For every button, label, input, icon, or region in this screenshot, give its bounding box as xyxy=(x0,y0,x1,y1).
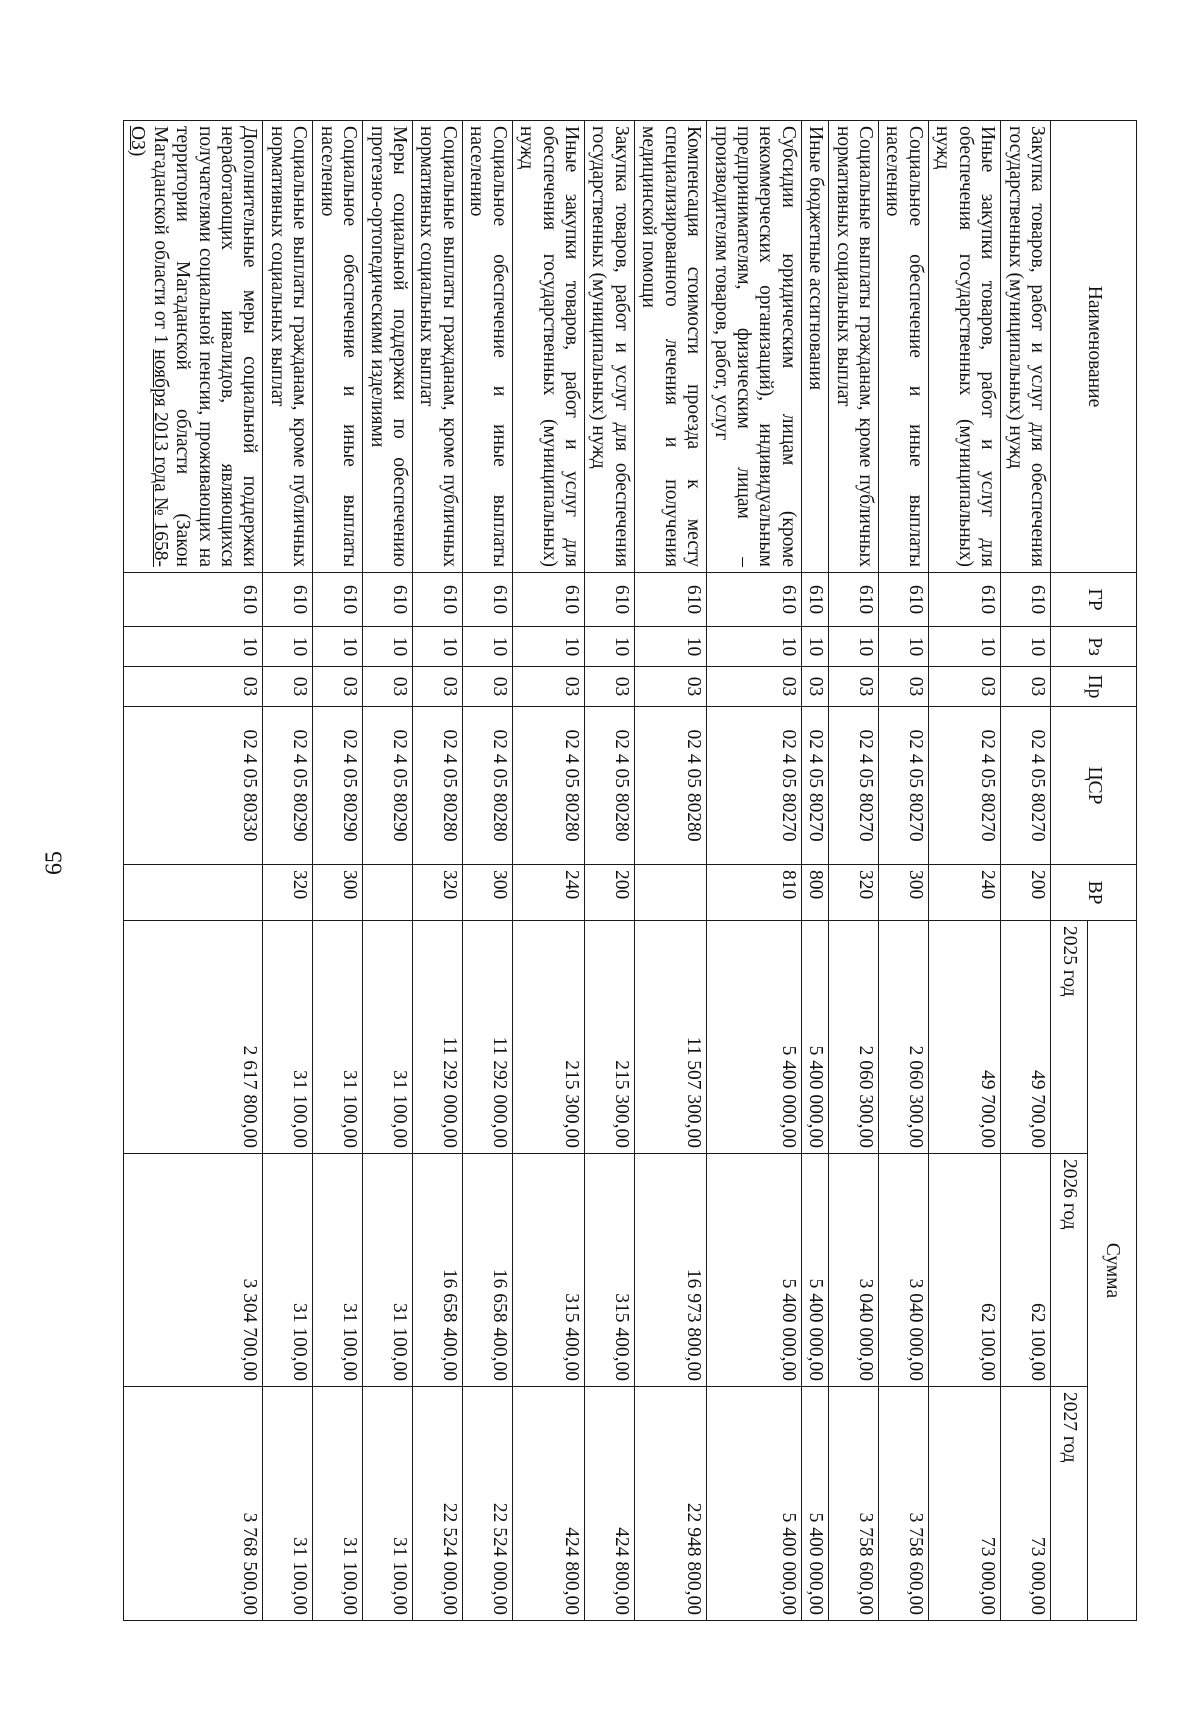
row-name: Социальное обеспечение и иные выплаты населению xyxy=(462,121,512,573)
row-name: Социальное обеспечение и иные выплаты населению xyxy=(879,121,929,573)
row-pr: 03 xyxy=(123,667,263,707)
header-row xyxy=(1088,121,1137,1621)
table-row xyxy=(512,121,584,1621)
row-gr: 610 xyxy=(123,573,263,627)
table-row xyxy=(123,121,263,1621)
row-pr: 03 xyxy=(707,667,802,707)
row-pr: 03 xyxy=(829,667,879,707)
row-csr: 02 4 05 80270 xyxy=(707,707,802,865)
table-row xyxy=(801,121,828,1621)
row-csr: 02 4 05 80290 xyxy=(263,707,313,865)
header-2027: 2027 год xyxy=(1051,1387,1088,1621)
row-name: Закупка товаров, работ и услуг для обеспечения государственных (муниципальных) нужд xyxy=(1001,121,1051,573)
row-pr: 03 xyxy=(634,667,706,707)
row-vr xyxy=(634,865,706,921)
row-name: Социальные выплаты гражданам, кроме публичных нормативных социальных выплат xyxy=(263,121,313,573)
row-sum-2026: 5 400 000,00 xyxy=(707,1154,802,1387)
row-pr: 03 xyxy=(584,667,634,707)
header-csr: ЦСР xyxy=(1051,707,1137,865)
row-csr: 02 4 05 80280 xyxy=(584,707,634,865)
row-gr: 610 xyxy=(413,573,463,627)
row-name: Компенсация стоимости проезда к месту специализированного лечения и получения медицинской помощи xyxy=(634,121,706,573)
row-pr: 03 xyxy=(363,667,413,707)
row-name: Субсидии юридическим лицам (кроме некоммерческих организаций), индивидуальным предпринимателям, физическим лицам – производителям товаров, работ, услуг xyxy=(707,121,802,573)
row-rz: 10 xyxy=(829,627,879,667)
row-sum-2027: 3 768 500,00 xyxy=(123,1387,263,1621)
row-sum-2026: 3 040 000,00 xyxy=(829,1154,879,1387)
row-gr: 610 xyxy=(313,573,363,627)
row-sum-2026: 3 040 000,00 xyxy=(879,1154,929,1387)
row-sum-2027: 22 524 000,00 xyxy=(413,1387,463,1621)
row-sum-2027: 3 758 600,00 xyxy=(879,1387,929,1621)
row-csr: 02 4 05 80280 xyxy=(413,707,463,865)
row-sum-2027: 31 100,00 xyxy=(313,1387,363,1621)
row-pr: 03 xyxy=(928,667,1000,707)
header-vr: ВР xyxy=(1051,865,1137,921)
row-vr: 300 xyxy=(462,865,512,921)
row-gr: 610 xyxy=(801,573,828,627)
row-name: Закупка товаров, работ и услуг для обеспечения государственных (муниципальных) нужд xyxy=(584,121,634,573)
row-pr: 03 xyxy=(413,667,463,707)
row-sum-2025: 31 100,00 xyxy=(313,921,363,1154)
row-sum-2027: 424 800,00 xyxy=(584,1387,634,1621)
table-row xyxy=(879,121,929,1621)
table-row xyxy=(263,121,313,1621)
row-name: Иные бюджетные ассигнования xyxy=(801,121,828,573)
table-row xyxy=(928,121,1000,1621)
table-row xyxy=(829,121,879,1621)
row-vr: 300 xyxy=(879,865,929,921)
table-row xyxy=(1001,121,1051,1621)
row-gr: 610 xyxy=(462,573,512,627)
rotated-page-content xyxy=(127,120,1137,1620)
table-row xyxy=(634,121,706,1621)
row-sum-2026: 3 304 700,00 xyxy=(123,1154,263,1387)
row-vr: 300 xyxy=(313,865,363,921)
row-pr: 03 xyxy=(801,667,828,707)
row-vr: 320 xyxy=(413,865,463,921)
row-vr xyxy=(363,865,413,921)
row-name: Социальные выплаты гражданам, кроме публичных нормативных социальных выплат xyxy=(829,121,879,573)
row-gr: 610 xyxy=(263,573,313,627)
row-sum-2025: 5 400 000,00 xyxy=(801,921,828,1154)
row-rz: 10 xyxy=(928,627,1000,667)
row-gr: 610 xyxy=(1001,573,1051,627)
row-csr: 02 4 05 80270 xyxy=(928,707,1000,865)
row-sum-2025: 31 100,00 xyxy=(263,921,313,1154)
row-csr: 02 4 05 80290 xyxy=(363,707,413,865)
row-vr: 200 xyxy=(584,865,634,921)
row-rz: 10 xyxy=(512,627,584,667)
header-sum: Сумма xyxy=(1088,921,1137,1621)
row-sum-2026: 16 658 400,00 xyxy=(413,1154,463,1387)
row-gr: 610 xyxy=(928,573,1000,627)
row-name: Социальное обеспечение и иные выплаты населению xyxy=(313,121,363,573)
row-rz: 10 xyxy=(707,627,802,667)
row-vr: 810 xyxy=(707,865,802,921)
row-gr: 610 xyxy=(879,573,929,627)
row-rz: 10 xyxy=(584,627,634,667)
row-sum-2025: 215 300,00 xyxy=(512,921,584,1154)
row-sum-2027: 22 948 800,00 xyxy=(634,1387,706,1621)
row-rz: 10 xyxy=(123,627,263,667)
row-vr: 240 xyxy=(928,865,1000,921)
row-sum-2025: 11 292 000,00 xyxy=(413,921,463,1154)
row-pr: 03 xyxy=(1001,667,1051,707)
row-rz: 10 xyxy=(801,627,828,667)
row-sum-2026: 31 100,00 xyxy=(363,1154,413,1387)
row-csr: 02 4 05 80280 xyxy=(634,707,706,865)
row-csr: 02 4 05 80280 xyxy=(462,707,512,865)
row-csr: 02 4 05 80330 xyxy=(123,707,263,865)
row-rz: 10 xyxy=(1001,627,1051,667)
row-rz: 10 xyxy=(313,627,363,667)
row-sum-2025: 11 507 300,00 xyxy=(634,921,706,1154)
row-sum-2026: 5 400 000,00 xyxy=(801,1154,828,1387)
row-sum-2026: 16 973 800,00 xyxy=(634,1154,706,1387)
row-sum-2025: 2 060 300,00 xyxy=(879,921,929,1154)
row-pr: 03 xyxy=(462,667,512,707)
row-name: Иные закупки товаров, работ и услуг для обеспечения государственных (муниципальных) нужд xyxy=(512,121,584,573)
row-sum-2025: 2 617 800,00 xyxy=(123,921,263,1154)
row-sum-2025: 5 400 000,00 xyxy=(707,921,802,1154)
row-name: Меры социальной поддержки по обеспечению протезно-ортопедическими изделиями xyxy=(363,121,413,573)
row-rz: 10 xyxy=(263,627,313,667)
row-pr: 03 xyxy=(879,667,929,707)
table-row xyxy=(363,121,413,1621)
row-sum-2027: 424 800,00 xyxy=(512,1387,584,1621)
row-sum-2025: 49 700,00 xyxy=(1001,921,1051,1154)
row-csr: 02 4 05 80280 xyxy=(512,707,584,865)
header-rz: Рз xyxy=(1051,627,1137,667)
row-sum-2025: 2 060 300,00 xyxy=(829,921,879,1154)
row-csr: 02 4 05 80270 xyxy=(801,707,828,865)
row-pr: 03 xyxy=(512,667,584,707)
row-rz: 10 xyxy=(363,627,413,667)
row-sum-2025: 49 700,00 xyxy=(928,921,1000,1154)
budget-table xyxy=(123,120,1137,1621)
table-row xyxy=(313,121,363,1621)
row-csr: 02 4 05 80290 xyxy=(313,707,363,865)
row-gr: 610 xyxy=(634,573,706,627)
table-body xyxy=(123,121,1050,1621)
page-number: 65 xyxy=(41,851,68,875)
row-rz: 10 xyxy=(634,627,706,667)
row-sum-2027: 31 100,00 xyxy=(263,1387,313,1621)
row-sum-2027: 22 524 000,00 xyxy=(462,1387,512,1621)
row-sum-2027: 3 758 600,00 xyxy=(829,1387,879,1621)
row-sum-2025: 31 100,00 xyxy=(363,921,413,1154)
row-sum-2027: 73 000,00 xyxy=(1001,1387,1051,1621)
row-vr: 800 xyxy=(801,865,828,921)
row-sum-2027: 73 000,00 xyxy=(928,1387,1000,1621)
header-2025: 2025 год xyxy=(1051,921,1088,1154)
row-gr: 610 xyxy=(512,573,584,627)
row-pr: 03 xyxy=(313,667,363,707)
row-gr: 610 xyxy=(584,573,634,627)
row-vr: 320 xyxy=(263,865,313,921)
row-sum-2025: 11 292 000,00 xyxy=(462,921,512,1154)
row-csr: 02 4 05 80270 xyxy=(879,707,929,865)
row-sum-2026: 62 100,00 xyxy=(1001,1154,1051,1387)
row-pr: 03 xyxy=(263,667,313,707)
header-pr: Пр xyxy=(1051,667,1137,707)
row-sum-2026: 315 400,00 xyxy=(584,1154,634,1387)
row-sum-2026: 31 100,00 xyxy=(263,1154,313,1387)
row-gr: 610 xyxy=(707,573,802,627)
row-sum-2027: 31 100,00 xyxy=(363,1387,413,1621)
row-gr: 610 xyxy=(829,573,879,627)
row-name: Иные закупки товаров, работ и услуг для обеспечения государственных (муниципальных) нужд xyxy=(928,121,1000,573)
row-sum-2026: 315 400,00 xyxy=(512,1154,584,1387)
row-vr: 200 xyxy=(1001,865,1051,921)
row-rz: 10 xyxy=(879,627,929,667)
row-sum-2027: 5 400 000,00 xyxy=(707,1387,802,1621)
row-csr: 02 4 05 80270 xyxy=(829,707,879,865)
row-rz: 10 xyxy=(462,627,512,667)
row-sum-2025: 215 300,00 xyxy=(584,921,634,1154)
row-rz: 10 xyxy=(413,627,463,667)
table-row xyxy=(584,121,634,1621)
row-vr: 240 xyxy=(512,865,584,921)
table-row xyxy=(462,121,512,1621)
row-name: Социальные выплаты гражданам, кроме публичных нормативных социальных выплат xyxy=(413,121,463,573)
row-name xyxy=(123,121,263,573)
row-gr: 610 xyxy=(363,573,413,627)
table-row xyxy=(413,121,463,1621)
header-2026: 2026 год xyxy=(1051,1154,1088,1387)
row-name-underlined: ноября 2013 года № 1658-ОЗ) xyxy=(127,126,171,567)
row-vr xyxy=(123,865,263,921)
row-name-text: Дополнительные меры социальной поддержки неработающих инвалидов, являющихся получателями социальной пенсии, проживающих на территории Магаданской области (Закон Магаданской области от 1 xyxy=(149,126,261,567)
row-sum-2026: 62 100,00 xyxy=(928,1154,1000,1387)
row-csr: 02 4 05 80270 xyxy=(1001,707,1051,865)
row-sum-2026: 16 658 400,00 xyxy=(462,1154,512,1387)
row-vr: 320 xyxy=(829,865,879,921)
table-row xyxy=(707,121,802,1621)
row-sum-2026: 31 100,00 xyxy=(313,1154,363,1387)
row-sum-2027: 5 400 000,00 xyxy=(801,1387,828,1621)
header-name: Наименование xyxy=(1051,121,1137,573)
header-gr: ГР xyxy=(1051,573,1137,627)
